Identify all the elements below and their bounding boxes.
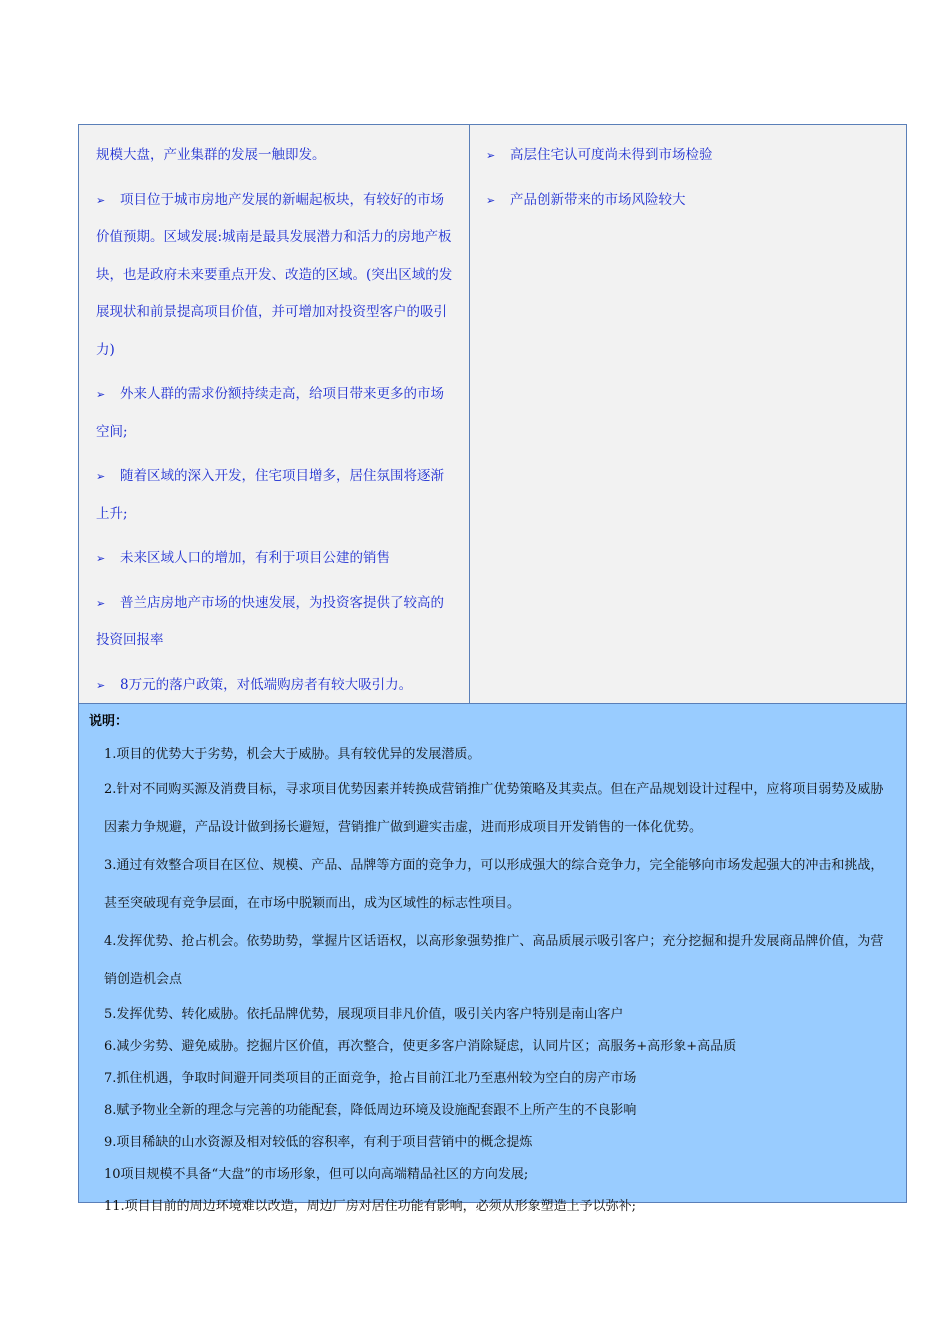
note-item: 8.赋予物业全新的理念与完善的功能配套，降低周边环境及设施配套跟不上所产生的不良影响 [104, 1103, 637, 1118]
opportunity-item: ➢ 项目位于城市房地产发展的新崛起板块，有较好的市场价值预期。区域发展:城南是最具发展潜力和活力的房地产板块，也是政府未来要重点开发、改造的区域。(突出区域的发展现状和前景提高项目价值，并可增加对投资型客户的吸引力) [96, 182, 453, 370]
arrow-bullet-icon: ➢ [96, 388, 106, 401]
opportunity-item: ➢ 普兰店房地产市场的快速发展，为投资客提供了较高的投资回报率 [96, 585, 453, 660]
notes-cell [79, 704, 906, 1214]
arrow-bullet-icon: ➢ [486, 149, 496, 162]
notes-heading: 说明： [89, 714, 129, 729]
note-item: 1.项目的优势大于劣势，机会大于威胁。具有较优异的发展潜质。 [104, 747, 481, 762]
note-item: 5.发挥优势、转化威胁。依托品牌优势，展现项目非凡价值，吸引关内客户特别是南山客户 [104, 1007, 624, 1022]
swot-table [78, 124, 907, 1214]
threat-item: ➢ 产品创新带来的市场风险较大 [486, 182, 890, 220]
arrow-bullet-icon: ➢ [96, 193, 106, 207]
arrow-bullet-icon: ➢ [96, 552, 106, 565]
opportunity-item: ➢ 外来人群的需求份额持续走高，给项目带来更多的市场空间; [96, 376, 453, 451]
note-item: 7.抓住机遇，争取时间避开同类项目的正面竞争，抢占目前江北乃至惠州较为空白的房产市场 [104, 1071, 637, 1086]
continued-text: 规模大盘，产业集群的发展一触即发。 [96, 147, 326, 163]
note-item: 10项目规模不具备“大盘”的市场形象，但可以向高端精品社区的方向发展; [104, 1167, 529, 1182]
arrow-bullet-icon: ➢ [96, 678, 106, 692]
note-item: 3.通过有效整合项目在区位、规模、产品、品牌等方面的竞争力，可以形成强大的综合竞争力，完全能够向市场发起强大的冲击和挑战，甚至突破现有竞争层面，在市场中脱颖而出，成为区域性的标志性项目。 [104, 858, 884, 911]
opportunities-cell [79, 125, 470, 703]
threats-cell [470, 125, 906, 703]
opportunity-item: ➢ 随着区域的深入开发，住宅项目增多，居住氛围将逐渐上升; [96, 458, 453, 533]
note-item: 9.项目稀缺的山水资源及相对较低的容积率，有利于项目营销中的概念提炼 [104, 1135, 533, 1150]
threat-item: ➢ 高层住宅认可度尚未得到市场检验 [486, 137, 890, 175]
note-item: 2.针对不同购买源及消费目标，寻求项目优势因素并转换成营销推广优势策略及其卖点。但在产品规划设计过程中，应将项目弱势及威胁因素力争规避，产品设计做到扬长避短，营销推广做到避实击虚，进而形成项目开发销售的一体化优势。 [104, 782, 884, 835]
note-item: 4.发挥优势、抢占机会。依势助势，掌握片区话语权，以高形象强势推广、高品质展示吸引客户；充分挖掘和提升发展商品牌价值，为营销创造机会点 [104, 934, 884, 987]
opportunity-item: ➢ 8万元的落户政策，对低端购房者有较大吸引力。 [96, 667, 453, 705]
arrow-bullet-icon: ➢ [96, 470, 106, 483]
note-item: 11.项目目前的周边环境难以改造，周边厂房对居住功能有影响，必须从形象塑造上予以弥补; [104, 1199, 637, 1214]
swot-row [79, 125, 906, 704]
arrow-bullet-icon: ➢ [96, 596, 106, 610]
note-item: 6.减少劣势、避免威胁。挖掘片区价值，再次整合，使更多客户消除疑虑，认同片区；高服务+高形象+高品质 [104, 1039, 737, 1054]
arrow-bullet-icon: ➢ [486, 193, 496, 207]
opportunity-item: ➢ 未来区域人口的增加，有利于项目公建的销售 [96, 540, 453, 578]
